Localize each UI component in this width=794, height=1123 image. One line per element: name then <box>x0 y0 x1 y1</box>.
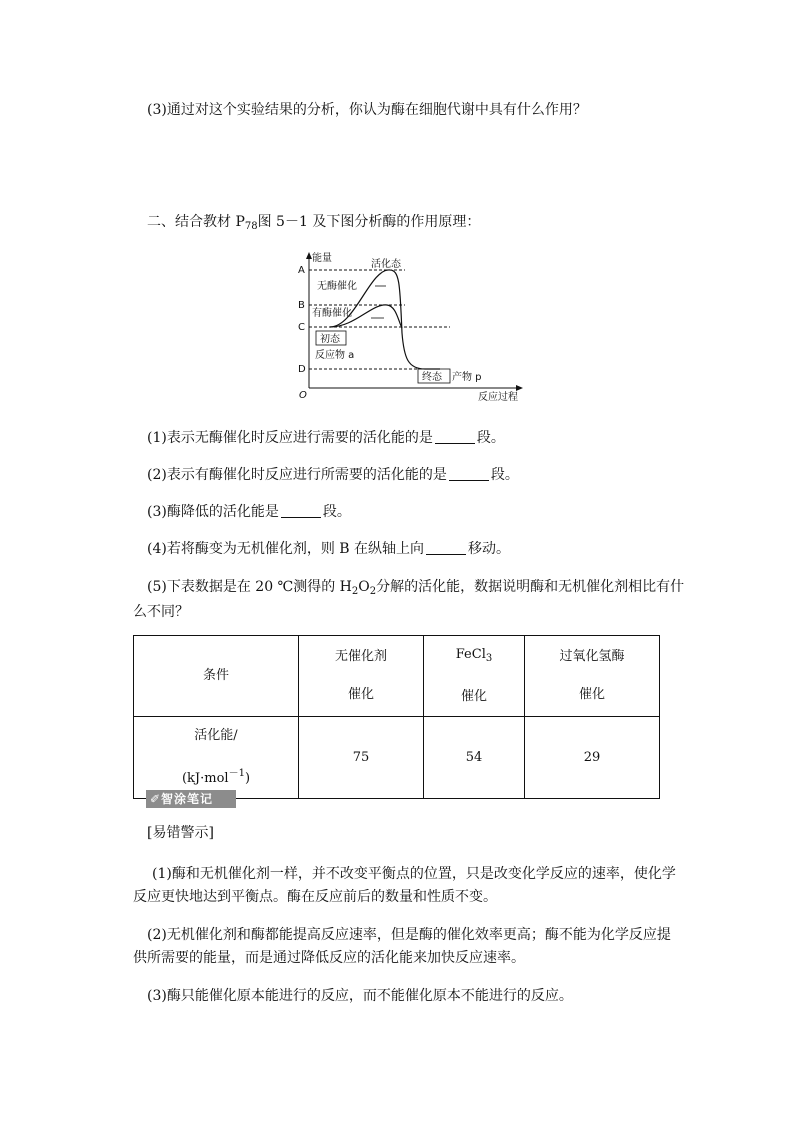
fecl3-sub: 3 <box>485 653 493 664</box>
q5-text-c: 分解的活化能，数据说明酶和无机催化剂相比有什 <box>376 579 685 595</box>
q5-text-b: O <box>358 579 370 595</box>
value-no-catalyst: 75 <box>299 717 424 799</box>
answer-blank-1[interactable] <box>435 429 475 444</box>
header-catalase-l2: 催化 <box>578 687 605 702</box>
question-2-text: (2)表示有酶催化时反应进行所需要的活化能的是 <box>147 467 447 483</box>
answer-blank-2[interactable] <box>449 466 489 481</box>
unit-sup: －1 <box>228 768 245 779</box>
question-1-text: (1)表示无酶催化时反应进行需要的活化能的是 <box>147 430 433 446</box>
warning-p1-line1: (1)酶和无机催化剂一样，并不改变平衡点的位置，只是改变化学反应的速率，使化学 <box>152 866 676 882</box>
section-2-suffix: 图 5－1 及下图分析酶的作用原理： <box>257 214 481 230</box>
row-label-activation-energy <box>134 717 299 799</box>
origin-label: O <box>299 390 307 401</box>
final-state-label: 终态 <box>422 372 442 383</box>
no-enzyme-label: 无酶催化 <box>317 281 357 292</box>
x-axis-label: 反应过程 <box>478 392 518 403</box>
q5-sub-2: 2 <box>369 586 377 597</box>
question-2 <box>147 465 519 485</box>
header-no-catalyst <box>299 636 424 717</box>
warning-p2-line1: (2)无机催化剂和酶都能提高反应速率，但是酶的催化效率更高；酶不能为化学反应提 <box>147 927 671 943</box>
question-1-suffix: 段。 <box>476 430 505 446</box>
product-label: 产物 p <box>452 372 482 383</box>
initial-state-label: 初态 <box>320 334 340 345</box>
question-4-text: (4)若将酶变为无机催化剂，则 B 在纵轴上向 <box>147 541 425 557</box>
table-row <box>134 717 660 799</box>
unit-a: (kJ·mol <box>181 771 229 786</box>
header-fecl3 <box>424 636 525 717</box>
warning-p3: (3)酶只能催化原本能进行的反应，而不能催化原本不能进行的反应。 <box>147 988 573 1004</box>
question-1 <box>147 428 505 448</box>
section-2-prefix: 二、结合教材 P <box>147 214 245 230</box>
header-no-catalyst-l2: 催化 <box>347 687 374 702</box>
answer-blank-3[interactable] <box>281 503 321 518</box>
table-header-row <box>134 636 660 717</box>
unit-b: ) <box>244 771 251 786</box>
question-4 <box>147 539 510 559</box>
activation-energy-diagram <box>290 248 530 404</box>
letter-a: A <box>298 265 305 276</box>
row-label-l1: 活化能/ <box>194 728 238 743</box>
header-catalase <box>525 636 660 717</box>
warning-p1-line2: 反应更快地达到平衡点。酶在反应前后的数量和性质不变。 <box>133 889 497 905</box>
answer-blank-4[interactable] <box>426 540 466 555</box>
header-fecl3-l1 <box>424 636 524 678</box>
value-catalase: 29 <box>525 717 660 799</box>
question-5-line-1 <box>147 577 684 602</box>
question-2-suffix: 段。 <box>490 467 519 483</box>
header-no-catalyst-l1: 无催化剂 <box>334 649 387 664</box>
section-2-heading <box>147 212 480 237</box>
previous-question-3: (3)通过对这个实验结果的分析，你认为酶在细胞代谢中具有什么作用？ <box>147 102 587 118</box>
question-3-text: (3)酶降低的活化能是 <box>147 504 279 520</box>
x-axis-arrow <box>516 385 523 391</box>
activation-energy-table <box>133 635 660 799</box>
with-enzyme-label: 有酶催化 <box>312 308 352 319</box>
question-5-line-2: 么不同？ <box>133 604 189 620</box>
value-fecl3: 54 <box>424 717 525 799</box>
letter-b: B <box>298 300 305 311</box>
letter-d: D <box>298 364 306 375</box>
warning-p2-line2: 供所需要的能量，而是通过降低反应的活化能来加快反应速率。 <box>133 950 525 966</box>
header-catalase-l1: 过氧化氢酶 <box>559 649 625 664</box>
header-fecl3-l2: 催化 <box>460 689 487 704</box>
condition-header: 条件 <box>134 636 299 717</box>
warning-title: [易错警示] <box>147 825 214 841</box>
q5-sub-1: 2 <box>351 586 359 597</box>
question-4-suffix: 移动。 <box>468 541 511 557</box>
letter-c: C <box>298 322 305 333</box>
activated-state-label: 活化态 <box>371 259 401 270</box>
question-3-suffix: 段。 <box>322 504 351 520</box>
question-3 <box>147 502 351 522</box>
notes-badge: ✐智涂笔记 <box>146 790 236 808</box>
reactant-label: 反应物 a <box>315 350 355 361</box>
section-2-page-number: 78 <box>244 221 258 232</box>
y-axis-label: 能量 <box>312 253 332 264</box>
q5-text-a: (5)下表数据是在 20 ℃测得的 H <box>147 579 352 595</box>
fecl3-text: FeCl <box>455 647 486 662</box>
